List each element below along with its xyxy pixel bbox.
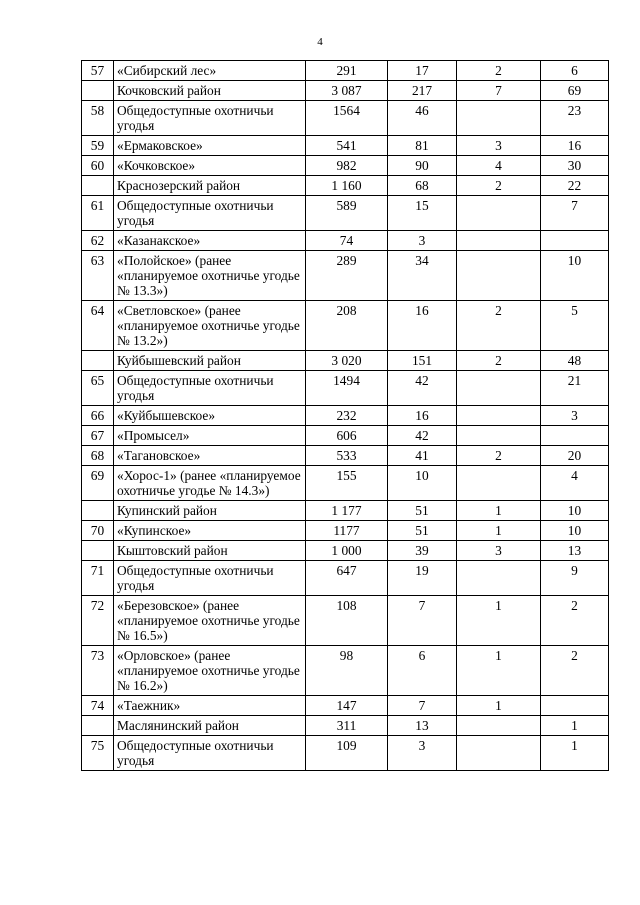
value-col-2-cell: 51 — [388, 501, 457, 521]
value-col-4-cell: 69 — [541, 81, 609, 101]
ground-name-cell: «Казанакское» — [114, 231, 306, 251]
row-number-cell: 59 — [82, 136, 114, 156]
table-row — [82, 61, 609, 81]
value-col-3-cell: 2 — [457, 61, 541, 81]
value-col-3-cell — [457, 561, 541, 596]
value-col-4-cell: 2 — [541, 646, 609, 696]
value-col-2-cell: 16 — [388, 301, 457, 351]
table-row — [82, 406, 609, 426]
table-row — [82, 696, 609, 716]
value-col-1-cell: 98 — [306, 646, 388, 696]
value-col-3-cell — [457, 426, 541, 446]
ground-name-cell: Общедоступные охотничьи угодья — [114, 101, 306, 136]
value-col-1-cell: 1564 — [306, 101, 388, 136]
table-row — [82, 596, 609, 646]
row-number-cell: 72 — [82, 596, 114, 646]
value-col-4-cell: 2 — [541, 596, 609, 646]
value-col-4-cell: 21 — [541, 371, 609, 406]
value-col-1-cell: 311 — [306, 716, 388, 736]
row-number-cell — [82, 501, 114, 521]
value-col-3-cell — [457, 371, 541, 406]
table-row — [82, 136, 609, 156]
value-col-4-cell: 10 — [541, 501, 609, 521]
value-col-4-cell: 1 — [541, 716, 609, 736]
value-col-2-cell: 3 — [388, 736, 457, 771]
value-col-4-cell: 30 — [541, 156, 609, 176]
table-row — [82, 301, 609, 351]
table-row — [82, 426, 609, 446]
row-number-cell — [82, 176, 114, 196]
table-row — [82, 736, 609, 771]
value-col-3-cell: 1 — [457, 596, 541, 646]
value-col-4-cell: 3 — [541, 406, 609, 426]
ground-name-cell: Купинский район — [114, 501, 306, 521]
value-col-4-cell: 10 — [541, 521, 609, 541]
value-col-1-cell: 589 — [306, 196, 388, 231]
value-col-2-cell: 17 — [388, 61, 457, 81]
value-col-2-cell: 13 — [388, 716, 457, 736]
value-col-1-cell: 108 — [306, 596, 388, 646]
table-row — [82, 521, 609, 541]
ground-name-cell: «Тагановское» — [114, 446, 306, 466]
table-row — [82, 646, 609, 696]
table-row — [82, 466, 609, 501]
district-row — [82, 81, 609, 101]
value-col-1-cell: 1177 — [306, 521, 388, 541]
value-col-3-cell: 1 — [457, 646, 541, 696]
value-col-3-cell: 2 — [457, 446, 541, 466]
ground-name-cell: «Светловское» (ранее «планируемое охотничье угодье № 13.2») — [114, 301, 306, 351]
value-col-3-cell — [457, 251, 541, 301]
row-number-cell: 68 — [82, 446, 114, 466]
row-number-cell: 63 — [82, 251, 114, 301]
value-col-4-cell: 4 — [541, 466, 609, 501]
value-col-1-cell: 3 087 — [306, 81, 388, 101]
value-col-2-cell: 7 — [388, 696, 457, 716]
value-col-1-cell: 982 — [306, 156, 388, 176]
value-col-4-cell: 10 — [541, 251, 609, 301]
value-col-1-cell: 541 — [306, 136, 388, 156]
value-col-2-cell: 16 — [388, 406, 457, 426]
value-col-1-cell: 74 — [306, 231, 388, 251]
row-number-cell — [82, 716, 114, 736]
ground-name-cell: «Березовское» (ранее «планируемое охотничье угодье № 16.5») — [114, 596, 306, 646]
value-col-1-cell: 1 160 — [306, 176, 388, 196]
ground-name-cell: «Полойское» (ранее «планируемое охотничье угодье № 13.3») — [114, 251, 306, 301]
value-col-1-cell: 147 — [306, 696, 388, 716]
district-row — [82, 176, 609, 196]
value-col-2-cell: 41 — [388, 446, 457, 466]
value-col-3-cell: 1 — [457, 501, 541, 521]
value-col-4-cell: 5 — [541, 301, 609, 351]
value-col-4-cell: 23 — [541, 101, 609, 136]
ground-name-cell: «Хорос-1» (ранее «планируемое охотничье угодье № 14.3») — [114, 466, 306, 501]
value-col-2-cell: 81 — [388, 136, 457, 156]
row-number-cell: 58 — [82, 101, 114, 136]
value-col-2-cell: 10 — [388, 466, 457, 501]
value-col-3-cell — [457, 716, 541, 736]
row-number-cell: 74 — [82, 696, 114, 716]
value-col-1-cell: 208 — [306, 301, 388, 351]
value-col-4-cell: 9 — [541, 561, 609, 596]
value-col-4-cell: 6 — [541, 61, 609, 81]
value-col-4-cell: 20 — [541, 446, 609, 466]
value-col-2-cell: 15 — [388, 196, 457, 231]
row-number-cell: 61 — [82, 196, 114, 231]
ground-name-cell: «Промысел» — [114, 426, 306, 446]
value-col-2-cell: 3 — [388, 231, 457, 251]
value-col-1-cell: 606 — [306, 426, 388, 446]
value-col-2-cell: 7 — [388, 596, 457, 646]
row-number-cell: 70 — [82, 521, 114, 541]
ground-name-cell: «Куйбышевское» — [114, 406, 306, 426]
value-col-1-cell: 533 — [306, 446, 388, 466]
value-col-3-cell — [457, 101, 541, 136]
row-number-cell — [82, 541, 114, 561]
row-number-cell: 57 — [82, 61, 114, 81]
value-col-2-cell: 42 — [388, 371, 457, 406]
table-row — [82, 156, 609, 176]
value-col-4-cell: 22 — [541, 176, 609, 196]
value-col-3-cell — [457, 466, 541, 501]
value-col-2-cell: 46 — [388, 101, 457, 136]
table-row — [82, 446, 609, 466]
row-number-cell — [82, 351, 114, 371]
value-col-1-cell: 1 000 — [306, 541, 388, 561]
table-row — [82, 196, 609, 231]
value-col-3-cell — [457, 736, 541, 771]
value-col-3-cell: 2 — [457, 351, 541, 371]
ground-name-cell: Маслянинский район — [114, 716, 306, 736]
value-col-4-cell: 48 — [541, 351, 609, 371]
table-row — [82, 561, 609, 596]
value-col-1-cell: 3 020 — [306, 351, 388, 371]
value-col-1-cell: 232 — [306, 406, 388, 426]
value-col-3-cell — [457, 406, 541, 426]
table-row — [82, 251, 609, 301]
value-col-1-cell: 109 — [306, 736, 388, 771]
district-row — [82, 501, 609, 521]
table-body — [82, 61, 609, 771]
value-col-4-cell: 16 — [541, 136, 609, 156]
ground-name-cell: Общедоступные охотничьи угодья — [114, 371, 306, 406]
value-col-2-cell: 39 — [388, 541, 457, 561]
row-number-cell: 64 — [82, 301, 114, 351]
value-col-2-cell: 42 — [388, 426, 457, 446]
value-col-3-cell: 7 — [457, 81, 541, 101]
district-row — [82, 716, 609, 736]
value-col-2-cell: 34 — [388, 251, 457, 301]
row-number-cell — [82, 81, 114, 101]
value-col-3-cell: 3 — [457, 136, 541, 156]
table-row — [82, 101, 609, 136]
ground-name-cell: «Купинское» — [114, 521, 306, 541]
district-row — [82, 351, 609, 371]
ground-name-cell: «Кочковское» — [114, 156, 306, 176]
ground-name-cell: «Орловское» (ранее «планируемое охотничье угодье № 16.2») — [114, 646, 306, 696]
value-col-2-cell: 151 — [388, 351, 457, 371]
value-col-4-cell — [541, 696, 609, 716]
page-number: 4 — [317, 36, 323, 48]
row-number-cell: 65 — [82, 371, 114, 406]
value-col-3-cell — [457, 231, 541, 251]
ground-name-cell: Общедоступные охотничьи угодья — [114, 736, 306, 771]
row-number-cell: 60 — [82, 156, 114, 176]
value-col-2-cell: 19 — [388, 561, 457, 596]
value-col-2-cell: 68 — [388, 176, 457, 196]
district-row — [82, 541, 609, 561]
value-col-2-cell: 217 — [388, 81, 457, 101]
table-row — [82, 231, 609, 251]
value-col-4-cell — [541, 426, 609, 446]
value-col-1-cell: 155 — [306, 466, 388, 501]
ground-name-cell: Краснозерский район — [114, 176, 306, 196]
value-col-3-cell: 3 — [457, 541, 541, 561]
hunting-grounds-table — [81, 60, 609, 771]
ground-name-cell: «Ермаковское» — [114, 136, 306, 156]
table-row — [82, 371, 609, 406]
value-col-3-cell — [457, 196, 541, 231]
ground-name-cell: «Сибирский лес» — [114, 61, 306, 81]
value-col-1-cell: 647 — [306, 561, 388, 596]
value-col-3-cell: 2 — [457, 176, 541, 196]
value-col-3-cell: 1 — [457, 696, 541, 716]
value-col-4-cell: 13 — [541, 541, 609, 561]
value-col-1-cell: 1494 — [306, 371, 388, 406]
row-number-cell: 73 — [82, 646, 114, 696]
row-number-cell: 66 — [82, 406, 114, 426]
ground-name-cell: Куйбышевский район — [114, 351, 306, 371]
ground-name-cell: Кыштовский район — [114, 541, 306, 561]
value-col-3-cell: 4 — [457, 156, 541, 176]
value-col-1-cell: 291 — [306, 61, 388, 81]
value-col-2-cell: 90 — [388, 156, 457, 176]
row-number-cell: 75 — [82, 736, 114, 771]
ground-name-cell: Общедоступные охотничьи угодья — [114, 561, 306, 596]
value-col-4-cell — [541, 231, 609, 251]
row-number-cell: 71 — [82, 561, 114, 596]
ground-name-cell: Кочковский район — [114, 81, 306, 101]
value-col-4-cell: 7 — [541, 196, 609, 231]
row-number-cell: 69 — [82, 466, 114, 501]
value-col-4-cell: 1 — [541, 736, 609, 771]
ground-name-cell: «Таежник» — [114, 696, 306, 716]
value-col-3-cell: 2 — [457, 301, 541, 351]
ground-name-cell: Общедоступные охотничьи угодья — [114, 196, 306, 231]
value-col-1-cell: 1 177 — [306, 501, 388, 521]
value-col-2-cell: 6 — [388, 646, 457, 696]
value-col-3-cell: 1 — [457, 521, 541, 541]
value-col-2-cell: 51 — [388, 521, 457, 541]
row-number-cell: 62 — [82, 231, 114, 251]
value-col-1-cell: 289 — [306, 251, 388, 301]
row-number-cell: 67 — [82, 426, 114, 446]
